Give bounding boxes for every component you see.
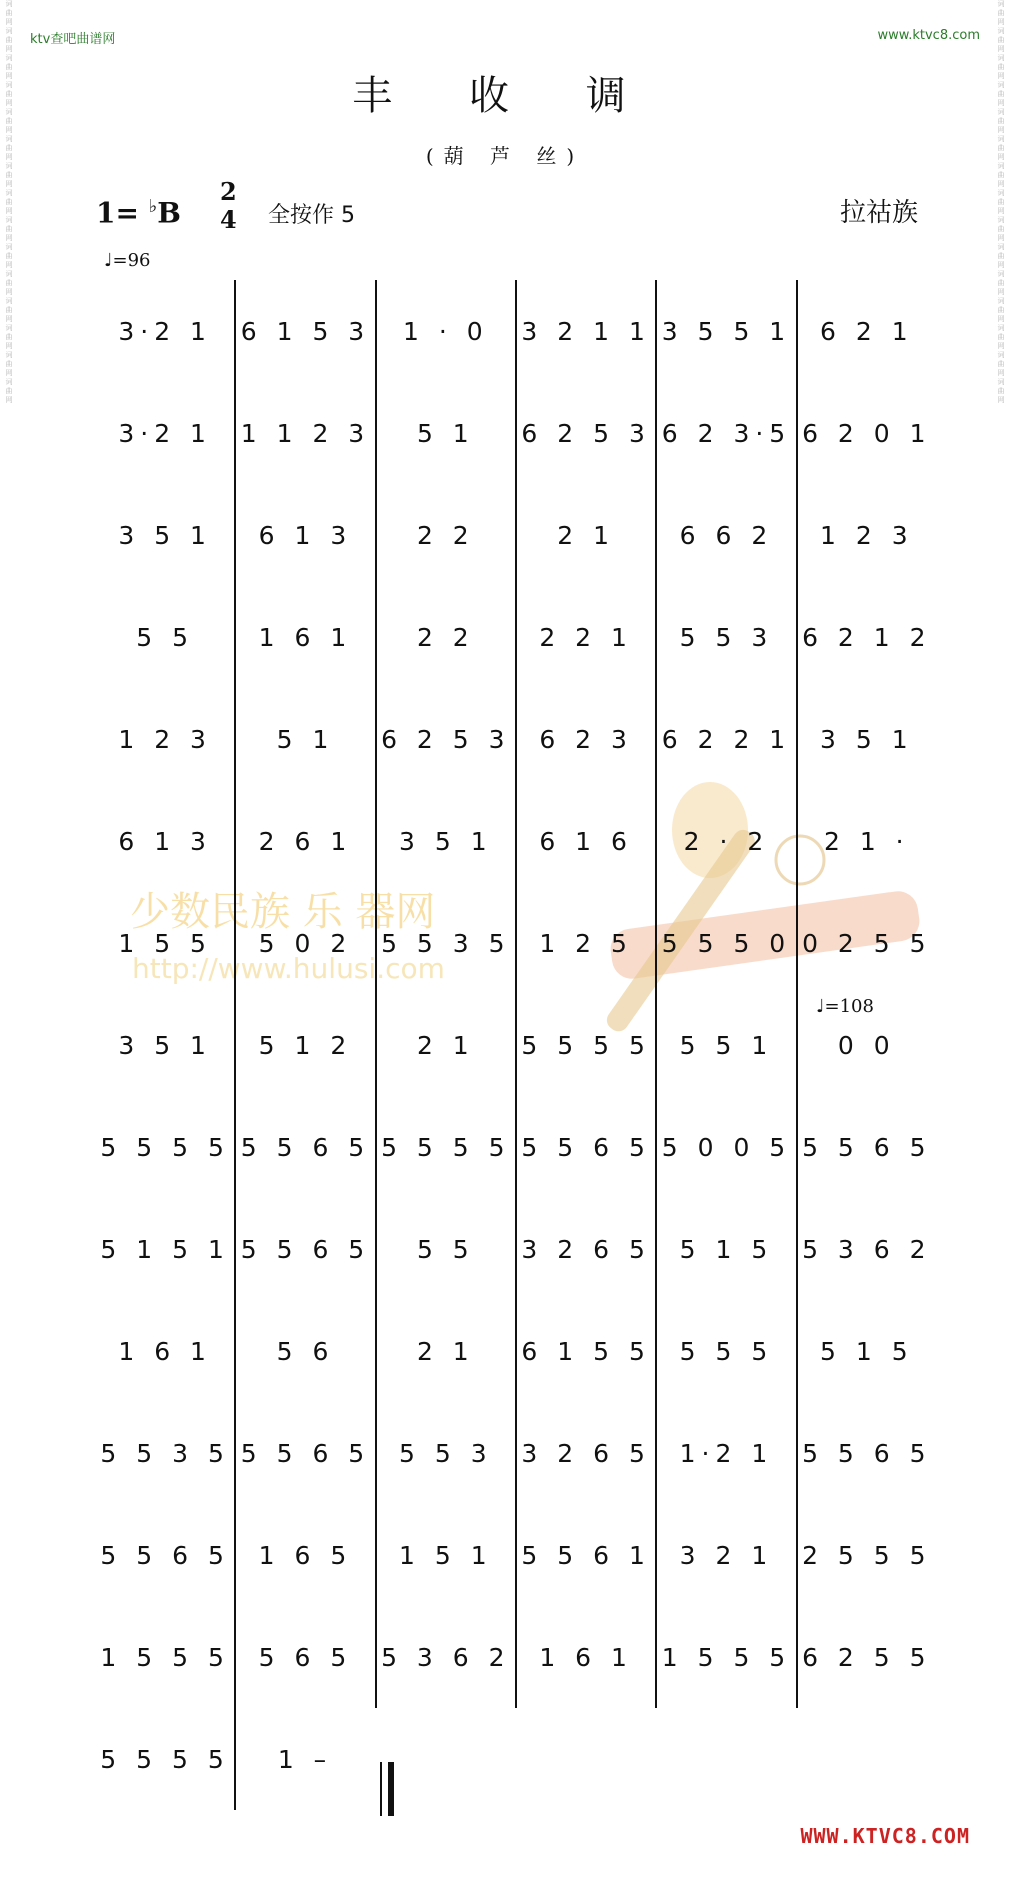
measure: 1 2 3 bbox=[819, 520, 914, 550]
measure: 3 2 1 bbox=[657, 1504, 797, 1606]
measure: 6 6 2 bbox=[657, 484, 797, 586]
measure: 1 2 5 bbox=[517, 892, 657, 994]
time-signature-bottom: 4 bbox=[220, 205, 237, 234]
score-line bbox=[96, 1402, 936, 1504]
fingering-note: 全按作 5 bbox=[268, 203, 355, 228]
measure: 2 1 bbox=[377, 994, 517, 1096]
measure: 5 1 5 bbox=[657, 1198, 797, 1300]
measure: 5 5 6 5 bbox=[236, 1198, 376, 1300]
measure: 2 6 1 bbox=[236, 790, 376, 892]
measure: 5 1 bbox=[236, 688, 376, 790]
measure: 5 0 2 bbox=[236, 892, 376, 994]
score-line bbox=[96, 1096, 936, 1198]
score-line bbox=[96, 1300, 936, 1402]
time-signature bbox=[220, 178, 237, 234]
measure: 5 5 6 5 bbox=[517, 1096, 657, 1198]
measure: 2 2 bbox=[377, 586, 517, 688]
measure: 5 5 6 5 bbox=[802, 1438, 932, 1468]
measure: 6 2 1 bbox=[819, 316, 914, 346]
score-line bbox=[96, 280, 936, 382]
measure: 6 2 0 1 bbox=[802, 418, 932, 448]
measure: 3 2 1 1 bbox=[517, 280, 657, 382]
tempo-marking: ♩=96 bbox=[104, 250, 151, 271]
measure: 3 2 6 5 bbox=[517, 1198, 657, 1300]
score-line bbox=[96, 688, 936, 790]
score-line bbox=[96, 790, 936, 892]
measure: 1 6 1 bbox=[517, 1606, 657, 1708]
measure: 3 5 1 bbox=[96, 484, 236, 586]
measure: 6 1 3 bbox=[96, 790, 236, 892]
score-line bbox=[96, 1198, 936, 1300]
measure: 5 6 bbox=[236, 1300, 376, 1402]
measure: 1 5 5 bbox=[96, 892, 236, 994]
measure: 5 1 5 bbox=[819, 1336, 914, 1366]
measure: 3·2 1 bbox=[96, 382, 236, 484]
measure: 1 5 5 5 bbox=[96, 1606, 236, 1708]
measure: 2 2 1 bbox=[517, 586, 657, 688]
measure: 5 5 6 5 bbox=[802, 1132, 932, 1162]
measure: 5 1 5 1 bbox=[96, 1198, 236, 1300]
site-logo-bottom[interactable]: WWW.KTVC8.COM bbox=[800, 1824, 970, 1848]
measure: 3 5 1 bbox=[819, 724, 914, 754]
measure: 5 5 5 5 bbox=[377, 1096, 517, 1198]
measure: 2 1 · bbox=[823, 826, 910, 856]
measure: 6 2 2 1 bbox=[657, 688, 797, 790]
site-url-top-right[interactable]: www.ktvc8.com bbox=[877, 28, 980, 43]
measure: 0 0 bbox=[837, 1030, 896, 1060]
watermark-url: http://www.hulusi.com bbox=[132, 952, 445, 985]
measure: 5 5 6 5 bbox=[236, 1096, 376, 1198]
measure: 6 1 5 3 bbox=[236, 280, 376, 382]
measure: 3 5 5 1 bbox=[657, 280, 797, 382]
measure: 5 6 5 bbox=[236, 1606, 376, 1708]
measure: 3·2 1 bbox=[96, 280, 236, 382]
measure: 5 5 3 5 bbox=[377, 892, 517, 994]
measure: 5 5 5 bbox=[657, 1300, 797, 1402]
measure: 3 2 6 5 bbox=[517, 1402, 657, 1504]
measure: 2 · 2 bbox=[657, 790, 797, 892]
measure: 2 1 bbox=[377, 1300, 517, 1402]
measure: 5 5 3 5 bbox=[96, 1402, 236, 1504]
time-signature-top: 2 bbox=[220, 177, 237, 206]
measure: 5 5 3 bbox=[657, 586, 797, 688]
measure: 5 5 6 5 bbox=[96, 1504, 236, 1606]
measure: 5 5 5 5 bbox=[96, 1096, 236, 1198]
measure: 5 5 5 5 bbox=[96, 1708, 236, 1810]
ethnic-group-label: 拉祜族 bbox=[839, 198, 918, 228]
measure: 6 2 5 5 bbox=[802, 1642, 932, 1672]
measure: 5 3 6 2 bbox=[802, 1234, 932, 1264]
measure: 6 2 3·5 bbox=[657, 382, 797, 484]
measure: 1 2 3 bbox=[96, 688, 236, 790]
watermark-site-name: 少数民族 乐 器网 bbox=[130, 889, 436, 935]
measure: 2 1 bbox=[517, 484, 657, 586]
score-line bbox=[96, 1708, 936, 1810]
site-name-top-left[interactable]: ktv查吧曲谱网 bbox=[30, 32, 116, 47]
measure: 5 5 bbox=[96, 586, 236, 688]
measure: 5 5 3 bbox=[377, 1402, 517, 1504]
measure: 5 5 5 5 bbox=[517, 994, 657, 1096]
measure: 1 6 1 bbox=[236, 586, 376, 688]
song-title: 丰 收 调 bbox=[352, 73, 658, 119]
tempo-change-marking: ♩=108 bbox=[816, 996, 874, 1017]
measure: 0 2 5 5 bbox=[802, 928, 932, 958]
measure: 6 1 3 bbox=[236, 484, 376, 586]
measure: 1 – bbox=[277, 1744, 333, 1774]
flat-accidental: ♭ bbox=[148, 196, 158, 217]
measure: 6 2 5 3 bbox=[377, 688, 517, 790]
measure: 1·2 1 bbox=[657, 1402, 797, 1504]
measure: 2 5 5 5 bbox=[802, 1540, 932, 1570]
measure: 5 5 6 1 bbox=[517, 1504, 657, 1606]
measure: 5 3 6 2 bbox=[377, 1606, 517, 1708]
score-line bbox=[96, 994, 936, 1096]
measure: 6 2 5 3 bbox=[517, 382, 657, 484]
key-signature bbox=[96, 196, 181, 229]
measure: 1 5 5 5 bbox=[657, 1606, 797, 1708]
score-line bbox=[96, 586, 936, 688]
score-line bbox=[96, 1504, 936, 1606]
measure: 1 · 0 bbox=[377, 280, 517, 382]
side-watermark-right: 词曲网词曲网词曲网词曲网词曲网词曲网词曲网词曲网词曲网词曲网词曲网词曲网词曲网词曲网词曲网 bbox=[997, 0, 1005, 405]
measure: 1 6 5 bbox=[236, 1504, 376, 1606]
score-line bbox=[96, 382, 936, 484]
measure: 3 5 1 bbox=[377, 790, 517, 892]
measure: 2 2 bbox=[377, 484, 517, 586]
key-note: B bbox=[157, 196, 181, 230]
measure: 6 1 5 5 bbox=[517, 1300, 657, 1402]
measure: 1 6 1 bbox=[96, 1300, 236, 1402]
measure: 5 1 bbox=[377, 382, 517, 484]
measure: 6 2 3 bbox=[517, 688, 657, 790]
jianpu-score bbox=[96, 280, 936, 1810]
final-barline bbox=[380, 1762, 394, 1816]
measure: 5 1 2 bbox=[236, 994, 376, 1096]
score-line bbox=[96, 484, 936, 586]
measure: 3 5 1 bbox=[96, 994, 236, 1096]
key-prefix: 1= bbox=[96, 196, 149, 230]
measure: 5 5 bbox=[377, 1198, 517, 1300]
measure: 5 5 6 5 bbox=[236, 1402, 376, 1504]
side-watermark-left: 词曲网词曲网词曲网词曲网词曲网词曲网词曲网词曲网词曲网词曲网词曲网词曲网词曲网词曲网词曲网 bbox=[5, 0, 13, 405]
measure: 1 1 2 3 bbox=[236, 382, 376, 484]
measure: 6 2 1 2 bbox=[802, 622, 932, 652]
measure: 5 0 0 5 bbox=[657, 1096, 797, 1198]
measure: 6 1 6 bbox=[517, 790, 657, 892]
score-line bbox=[96, 892, 936, 994]
instrument-subtitle: (葫 芦 丝) bbox=[425, 144, 585, 168]
measure: 5 5 1 bbox=[657, 994, 797, 1096]
measure: 5 5 5 0 bbox=[657, 892, 797, 994]
measure: 1 5 1 bbox=[377, 1504, 517, 1606]
score-line bbox=[96, 1606, 936, 1708]
